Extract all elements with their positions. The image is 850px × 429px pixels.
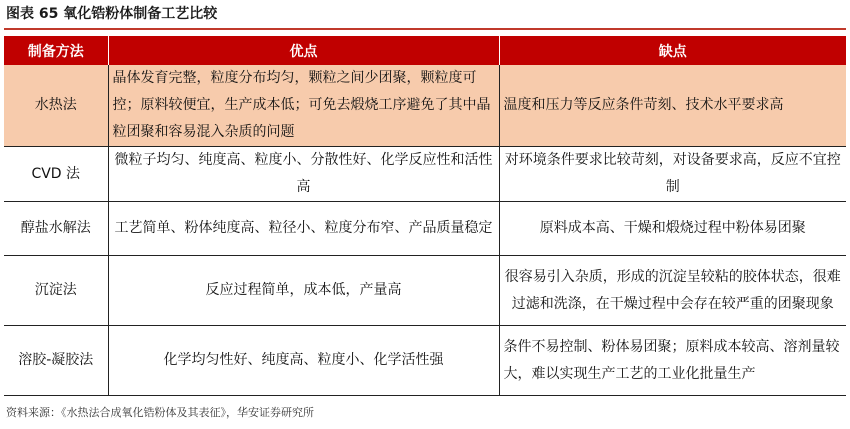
comparison-table bbox=[4, 36, 846, 396]
cons-cell: 温度和压力等反应条件苛刻、技术水平要求高 bbox=[499, 65, 846, 147]
pros-cell: 反应过程简单，成本低，产量高 bbox=[108, 256, 499, 326]
cons-cell: 很容易引入杂质，形成的沉淀呈较粘的胶体状态，很难过滤和洗涤，在干燥过程中会存在较严重的团聚现象 bbox=[499, 256, 846, 326]
method-cell: 溶胶-凝胶法 bbox=[4, 326, 108, 396]
figure-title: 图表 65 氧化锆粉体制备工艺比较 bbox=[6, 6, 218, 22]
table-row bbox=[4, 326, 846, 396]
title-divider bbox=[4, 28, 846, 30]
table-row bbox=[4, 65, 846, 147]
method-cell: 醇盐水解法 bbox=[4, 202, 108, 256]
method-cell: CVD 法 bbox=[4, 147, 108, 202]
method-cell: 沉淀法 bbox=[4, 256, 108, 326]
table-row bbox=[4, 256, 846, 326]
pros-cell: 晶体发育完整，粒度分布均匀，颗粒之间少团聚，颗粒度可控；原料较便宜，生产成本低；可免去煅烧工序避免了其中晶粒团聚和容易混入杂质的问题 bbox=[108, 65, 499, 147]
source-note: 资料来源：《水热法合成氧化锆粉体及其表征》，华安证券研究所 bbox=[6, 406, 314, 419]
pros-cell: 化学均匀性好、纯度高、粒度小、化学活性强 bbox=[108, 326, 499, 396]
method-cell: 水热法 bbox=[4, 65, 108, 147]
table-row bbox=[4, 147, 846, 202]
cons-cell: 原料成本高、干燥和煅烧过程中粉体易团聚 bbox=[499, 202, 846, 256]
header-pros: 优点 bbox=[108, 36, 499, 65]
cons-cell: 条件不易控制、粉体易团聚；原料成本较高、溶剂量较大，难以实现生产工艺的工业化批量生产 bbox=[499, 326, 846, 396]
pros-cell: 工艺简单、粉体纯度高、粒径小、粒度分布窄、产品质量稳定 bbox=[108, 202, 499, 256]
table-header-row bbox=[4, 36, 846, 65]
header-cons: 缺点 bbox=[499, 36, 846, 65]
pros-cell: 微粒子均匀、纯度高、粒度小、分散性好、化学反应性和活性高 bbox=[108, 147, 499, 202]
header-method: 制备方法 bbox=[4, 36, 108, 65]
cons-cell: 对环境条件要求比较苛刻，对设备要求高，反应不宜控制 bbox=[499, 147, 846, 202]
table-row bbox=[4, 202, 846, 256]
